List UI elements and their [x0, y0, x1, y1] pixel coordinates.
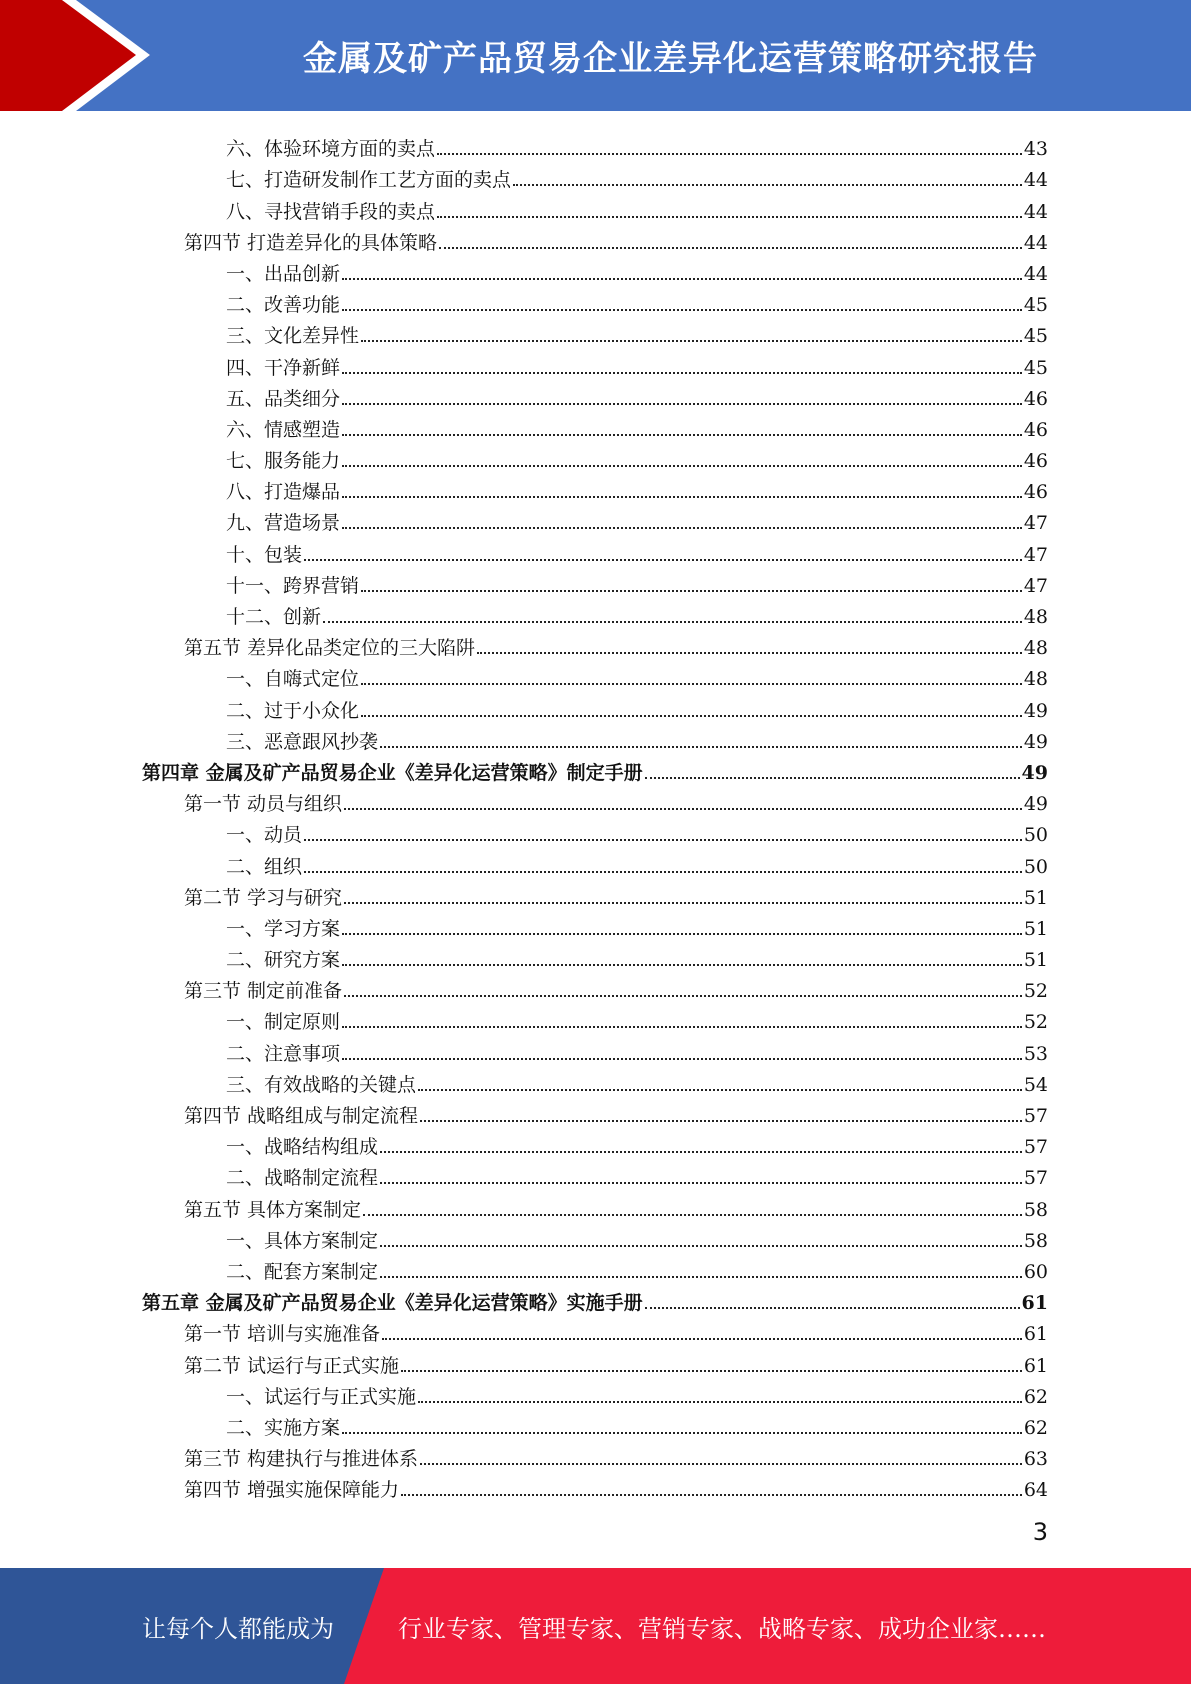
toc-entry-label: 第一节 动员与组织	[184, 793, 343, 816]
toc-leader-dots	[342, 278, 1022, 280]
toc-entry-label: 二、实施方案	[226, 1416, 341, 1439]
toc-entry[interactable]	[142, 409, 1048, 440]
toc-leader-dots	[342, 1058, 1022, 1060]
toc-entry-page: 61	[1023, 1323, 1048, 1346]
toc-leader-dots	[401, 1370, 1022, 1372]
toc-entry-page: 49	[1021, 761, 1048, 784]
toc-entry-label: 第二节 试运行与正式实施	[184, 1354, 400, 1377]
page-header	[0, 0, 1191, 111]
toc-entry[interactable]	[142, 222, 1048, 253]
toc-leader-dots	[304, 839, 1022, 841]
toc-entry[interactable]	[142, 1344, 1048, 1375]
toc-entry[interactable]	[142, 814, 1048, 845]
toc-leader-dots	[342, 372, 1022, 374]
toc-entry[interactable]	[142, 1032, 1048, 1063]
toc-leader-dots	[304, 559, 1022, 561]
toc-entry-label: 第五节 具体方案制定	[184, 1198, 362, 1221]
toc-leader-dots	[437, 153, 1022, 155]
toc-leader-dots	[342, 403, 1022, 405]
toc-entry[interactable]	[142, 689, 1048, 720]
page-number: 3	[1032, 1518, 1048, 1546]
toc-entry-label: 第四章 金属及矿产品贸易企业《差异化运营策略》制定手册	[142, 761, 643, 784]
toc-leader-dots	[342, 1432, 1022, 1434]
toc-entry-page: 44	[1023, 169, 1048, 192]
toc-entry-page: 58	[1023, 1198, 1048, 1221]
footer-slogan-right: 行业专家、管理专家、营销专家、战略专家、成功企业家……	[398, 1614, 1046, 1643]
toc-entry-page: 44	[1023, 231, 1048, 254]
toc-leader-dots	[439, 247, 1022, 249]
toc-leader-dots	[380, 746, 1022, 748]
toc-entry-label: 一、制定原则	[226, 1011, 341, 1034]
toc-entry-label: 一、动员	[226, 824, 303, 847]
toc-entry-page: 45	[1023, 294, 1048, 317]
toc-entry-label: 九、营造场景	[226, 512, 341, 535]
toc-entry[interactable]	[142, 471, 1048, 502]
toc-leader-dots	[645, 1307, 1020, 1309]
toc-leader-dots	[420, 1120, 1022, 1122]
toc-entry-page: 47	[1023, 574, 1048, 597]
toc-entry[interactable]	[142, 378, 1048, 409]
toc-entry-page: 63	[1023, 1448, 1048, 1471]
toc-entry-page: 57	[1023, 1136, 1048, 1159]
toc-entry[interactable]	[142, 1188, 1048, 1219]
toc-entry-page: 51	[1023, 917, 1048, 940]
toc-entry-page: 50	[1023, 824, 1048, 847]
toc-entry-page: 46	[1023, 481, 1048, 504]
toc-entry-page: 61	[1021, 1292, 1048, 1315]
toc-entry[interactable]	[142, 190, 1048, 221]
toc-leader-dots	[401, 1494, 1022, 1496]
toc-entry-page: 51	[1023, 949, 1048, 972]
toc-entry-label: 十、包装	[226, 543, 303, 566]
toc-leader-dots	[418, 1089, 1022, 1091]
toc-entry-label: 二、配套方案制定	[226, 1260, 379, 1283]
toc-entry-page: 45	[1023, 325, 1048, 348]
toc-entry[interactable]	[142, 877, 1048, 908]
toc-entry-label: 一、具体方案制定	[226, 1229, 379, 1252]
toc-leader-dots	[342, 496, 1022, 498]
toc-entry-page: 46	[1023, 418, 1048, 441]
toc-entry-page: 48	[1023, 668, 1048, 691]
toc-entry-page: 64	[1023, 1479, 1048, 1502]
toc-leader-dots	[344, 808, 1022, 810]
toc-entry-label: 第二节 学习与研究	[184, 886, 343, 909]
toc-entry[interactable]	[142, 346, 1048, 377]
toc-entry[interactable]	[142, 1001, 1048, 1032]
toc-entry[interactable]	[142, 596, 1048, 627]
toc-entry-label: 八、打造爆品	[226, 481, 341, 504]
toc-leader-dots	[361, 683, 1022, 685]
toc-leader-dots	[380, 1182, 1022, 1184]
toc-entry-label: 十一、跨界营销	[226, 574, 360, 597]
toc-leader-dots	[344, 995, 1022, 997]
table-of-contents	[142, 128, 1048, 1500]
toc-leader-dots	[420, 1463, 1022, 1465]
toc-entry-label: 二、战略制定流程	[226, 1167, 379, 1190]
toc-entry-label: 第五节 差异化品类定位的三大陷阱	[184, 637, 476, 660]
toc-entry-label: 一、试运行与正式实施	[226, 1385, 417, 1408]
toc-entry[interactable]	[142, 284, 1048, 315]
toc-entry-label: 二、组织	[226, 855, 303, 878]
toc-entry[interactable]	[142, 1282, 1048, 1313]
toc-entry-page: 62	[1023, 1416, 1048, 1439]
toc-entry-label: 三、有效战略的关键点	[226, 1073, 417, 1096]
toc-entry[interactable]	[142, 1126, 1048, 1157]
toc-entry-label: 八、寻找营销手段的卖点	[226, 200, 436, 223]
toc-entry[interactable]	[142, 128, 1048, 159]
toc-entry-label: 第五章 金属及矿产品贸易企业《差异化运营策略》实施手册	[142, 1292, 643, 1315]
footer-slogan-left: 让每个人都能成为	[142, 1614, 334, 1643]
toc-entry[interactable]	[142, 502, 1048, 533]
toc-leader-dots	[380, 1276, 1022, 1278]
toc-entry[interactable]	[142, 440, 1048, 471]
toc-entry-label: 第四节 打造差异化的具体策略	[184, 231, 438, 254]
toc-entry-page: 50	[1023, 855, 1048, 878]
toc-entry[interactable]	[142, 159, 1048, 190]
toc-entry-label: 一、战略结构组成	[226, 1136, 379, 1159]
toc-entry-page: 49	[1023, 793, 1048, 816]
toc-entry-label: 七、服务能力	[226, 450, 341, 473]
toc-entry-label: 一、出品创新	[226, 262, 341, 285]
toc-leader-dots	[361, 715, 1022, 717]
toc-entry[interactable]	[142, 1469, 1048, 1500]
toc-entry[interactable]	[142, 253, 1048, 284]
toc-entry-label: 第一节 培训与实施准备	[184, 1323, 381, 1346]
toc-entry-page: 54	[1023, 1073, 1048, 1096]
toc-entry-label: 一、学习方案	[226, 917, 341, 940]
toc-leader-dots	[342, 1026, 1022, 1028]
toc-entry[interactable]	[142, 845, 1048, 876]
toc-entry[interactable]	[142, 1251, 1048, 1282]
toc-leader-dots	[342, 527, 1022, 529]
toc-leader-dots	[361, 340, 1022, 342]
toc-leader-dots	[361, 590, 1022, 592]
toc-entry-page: 47	[1023, 512, 1048, 535]
toc-entry-label: 二、注意事项	[226, 1042, 341, 1065]
toc-leader-dots	[645, 777, 1020, 779]
toc-entry-page: 48	[1023, 606, 1048, 628]
toc-entry-label: 六、体验环境方面的卖点	[226, 138, 436, 161]
toc-leader-dots	[344, 902, 1022, 904]
toc-entry[interactable]	[142, 939, 1048, 970]
toc-entry-page: 49	[1023, 730, 1048, 753]
toc-entry-label: 四、干净新鲜	[226, 356, 341, 379]
toc-entry-page: 44	[1023, 200, 1048, 223]
toc-entry[interactable]	[142, 908, 1048, 939]
document-title: 金属及矿产品贸易企业差异化运营策略研究报告	[303, 39, 1038, 79]
toc-entry[interactable]	[142, 1376, 1048, 1407]
toc-entry-page: 46	[1023, 387, 1048, 410]
toc-entry[interactable]	[142, 1407, 1048, 1438]
toc-entry-label: 第三节 制定前准备	[184, 980, 343, 1003]
toc-leader-dots	[342, 434, 1022, 436]
toc-leader-dots	[380, 1245, 1022, 1247]
toc-leader-dots	[323, 621, 1022, 623]
toc-entry-label: 第三节 构建执行与推进体系	[184, 1448, 419, 1471]
toc-leader-dots	[363, 1214, 1022, 1216]
toc-entry-page: 57	[1023, 1167, 1048, 1190]
toc-entry[interactable]	[142, 783, 1048, 814]
toc-entry-page: 53	[1023, 1042, 1048, 1065]
toc-entry[interactable]	[142, 1064, 1048, 1095]
toc-leader-dots	[342, 309, 1022, 311]
toc-entry-label: 一、自嗨式定位	[226, 668, 360, 691]
toc-entry-page: 60	[1023, 1260, 1048, 1283]
toc-entry[interactable]	[142, 565, 1048, 596]
toc-leader-dots	[342, 465, 1022, 467]
toc-entry-label: 二、改善功能	[226, 294, 341, 317]
toc-entry-page: 43	[1023, 138, 1048, 161]
toc-leader-dots	[304, 871, 1022, 873]
toc-leader-dots	[342, 933, 1022, 935]
toc-entry-label: 七、打造研发制作工艺方面的卖点	[226, 169, 512, 192]
toc-entry-page: 48	[1023, 637, 1048, 660]
toc-entry-label: 五、品类细分	[226, 387, 341, 410]
toc-leader-dots	[437, 216, 1022, 218]
toc-leader-dots	[380, 1151, 1022, 1153]
toc-leader-dots	[418, 1401, 1022, 1403]
toc-entry-page: 61	[1023, 1354, 1048, 1377]
toc-leader-dots	[477, 652, 1022, 654]
toc-entry[interactable]	[142, 1095, 1048, 1126]
toc-entry-page: 45	[1023, 356, 1048, 379]
toc-entry-label: 六、情感塑造	[226, 418, 341, 441]
toc-entry-label: 第四节 增强实施保障能力	[184, 1479, 400, 1502]
toc-entry-label: 三、文化差异性	[226, 325, 360, 348]
toc-entry-label: 第四节 战略组成与制定流程	[184, 1105, 419, 1127]
toc-leader-dots	[382, 1338, 1022, 1340]
toc-entry[interactable]	[142, 970, 1048, 1001]
toc-leader-dots	[513, 184, 1022, 186]
toc-entry-page: 46	[1023, 450, 1048, 473]
toc-entry[interactable]	[142, 752, 1048, 783]
page-footer	[0, 1568, 1191, 1684]
toc-entry-label: 十二、创新	[226, 606, 322, 628]
toc-entry[interactable]	[142, 1438, 1048, 1469]
toc-entry-page: 62	[1023, 1385, 1048, 1408]
toc-entry-page: 52	[1023, 1011, 1048, 1034]
toc-entry-page: 52	[1023, 980, 1048, 1003]
toc-entry-label: 三、恶意跟风抄袭	[226, 730, 379, 753]
toc-entry[interactable]	[142, 1157, 1048, 1188]
toc-entry-page: 51	[1023, 886, 1048, 909]
toc-entry-page: 47	[1023, 543, 1048, 566]
toc-entry-page: 49	[1023, 699, 1048, 722]
toc-entry-page: 44	[1023, 262, 1048, 285]
toc-entry[interactable]	[142, 533, 1048, 564]
toc-entry[interactable]	[142, 658, 1048, 689]
toc-entry-page: 58	[1023, 1229, 1048, 1252]
toc-entry[interactable]	[142, 1220, 1048, 1251]
toc-entry-page: 57	[1023, 1105, 1048, 1127]
toc-leader-dots	[342, 964, 1022, 966]
toc-entry[interactable]	[142, 315, 1048, 346]
toc-entry-label: 二、过于小众化	[226, 699, 360, 722]
toc-entry[interactable]	[142, 721, 1048, 752]
toc-entry-label: 二、研究方案	[226, 949, 341, 972]
toc-entry[interactable]	[142, 1313, 1048, 1344]
toc-entry[interactable]	[142, 627, 1048, 658]
